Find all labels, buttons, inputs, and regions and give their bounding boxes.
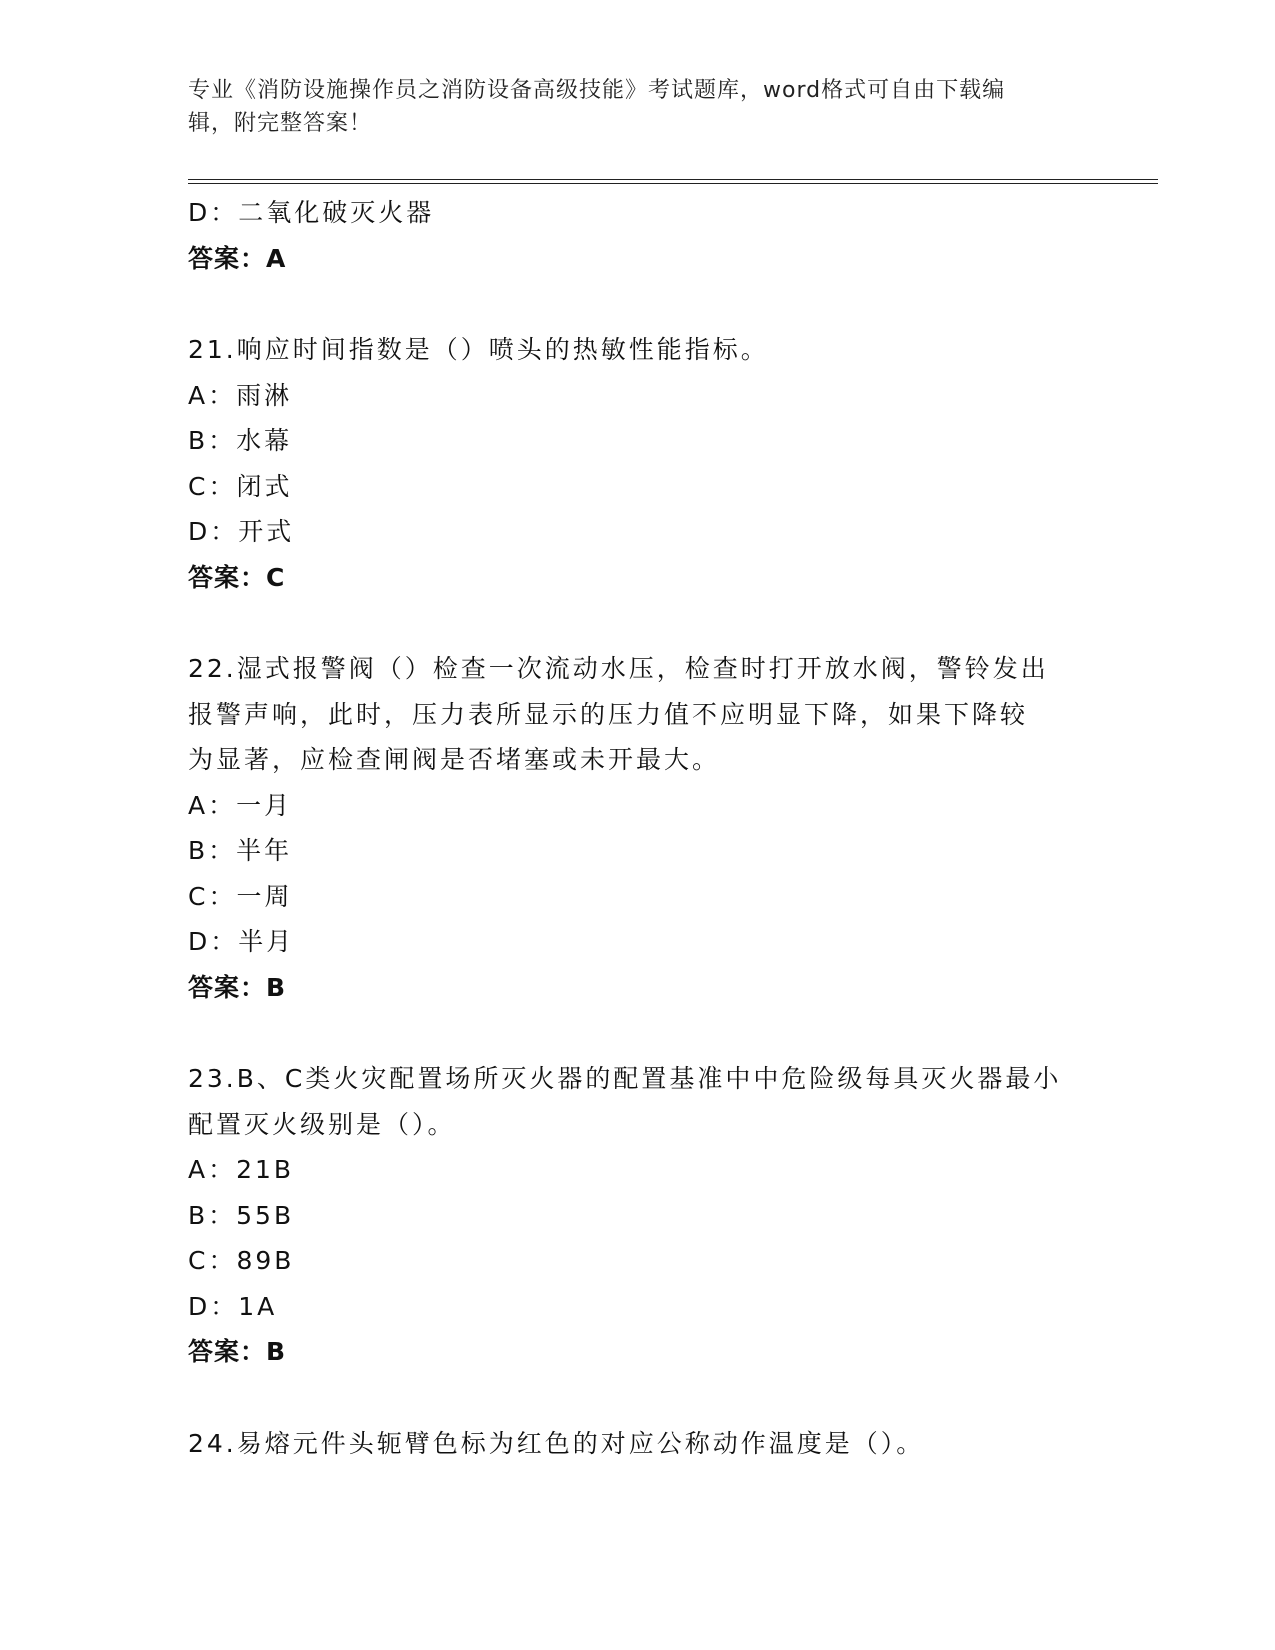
header-divider-bottom (188, 183, 1158, 184)
option-d: D：开式 (188, 517, 295, 546)
prev-answer: 答案：A (188, 243, 287, 273)
header-line-1: 专业《消防设施操作员之消防设备高级技能》考试题库，word格式可自由下载编 (188, 78, 1006, 103)
option-d: D：1A (188, 1291, 278, 1321)
option-d: D：半月 (188, 927, 295, 956)
question-text: 23.B、C类火灾配置场所灭火器的配置基准中中危险级每具灭火器最小 (188, 1064, 1062, 1093)
question-24 (188, 1421, 1088, 1467)
question-21 (188, 327, 1088, 600)
answer: 答案：B (188, 1337, 287, 1366)
option-a: A：雨淋 (188, 380, 293, 410)
question-text: 24.易熔元件头轭臂色标为红色的对应公称动作温度是（）。 (188, 1428, 925, 1458)
answer: 答案：B (188, 972, 287, 1002)
option-b: B：半年 (188, 836, 293, 865)
question-text: 报警声响，此时，压力表所显示的压力值不应明显下降，如果下降较 (188, 699, 1029, 729)
document-header (188, 74, 1068, 140)
question-text: 为显著，应检查闸阀是否堵塞或未开最大。 (188, 745, 721, 774)
option-a: A：一月 (188, 790, 293, 820)
option-b: B：水幕 (188, 426, 293, 455)
option-a: A：21B (188, 1155, 295, 1184)
option-c: C：一周 (188, 881, 293, 911)
header-line-2: 辑，附完整答案！ (188, 111, 373, 136)
option-c: C：89B (188, 1246, 295, 1275)
answer: 答案：C (188, 562, 286, 592)
question-text: 配置灭火级别是（）。 (188, 1109, 456, 1139)
header-divider-top (188, 179, 1158, 180)
option-c: C：闭式 (188, 471, 293, 501)
option-b: B：55B (188, 1200, 295, 1230)
question-22 (188, 646, 1088, 1010)
question-list (188, 190, 1088, 1466)
prev-option-d: D：二氧化破灭火器 (188, 198, 435, 227)
question-text: 22.湿式报警阀（）检查一次流动水压，检查时打开放水阀，警铃发出 (188, 654, 1049, 683)
question-23 (188, 1056, 1088, 1375)
question-text: 21.响应时间指数是（）喷头的热敏性能指标。 (188, 335, 769, 364)
